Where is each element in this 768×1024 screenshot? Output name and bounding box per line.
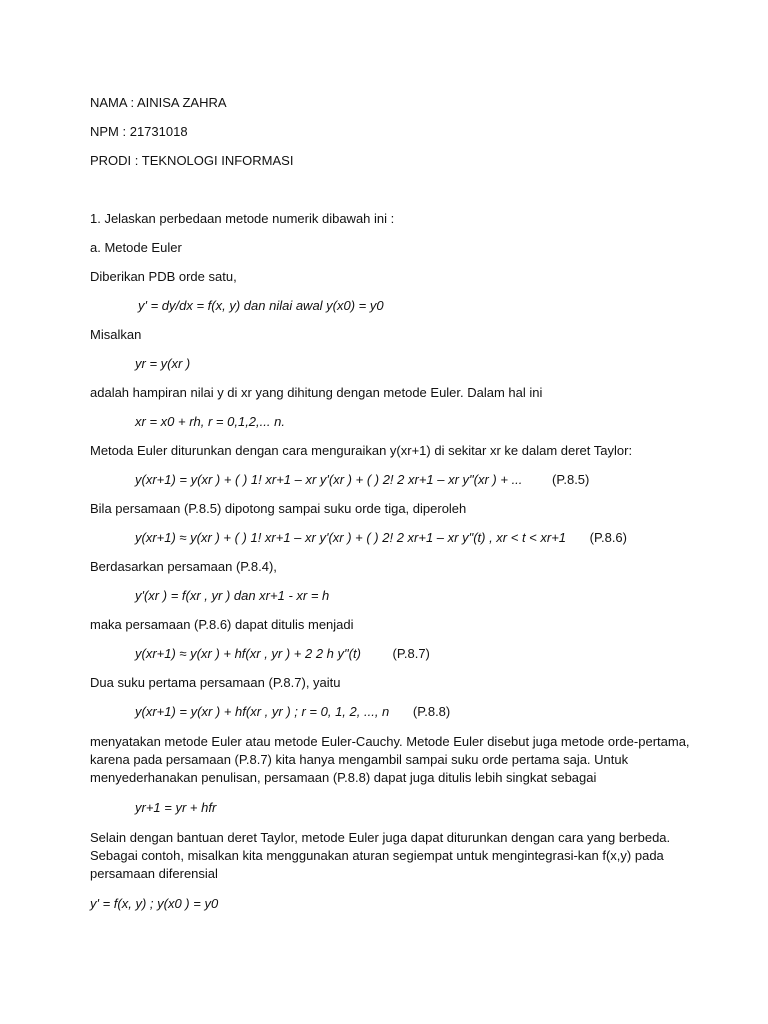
question-text: 1. Jelaskan perbedaan metode numerik dibawah ini : — [90, 211, 395, 226]
equation-derivative: y'(xr ) = f(xr , yr ) dan xr+1 - xr = h — [135, 588, 330, 603]
equation-taylor-body: y(xr+1) = y(xr ) + ( ) 1! xr+1 – xr y'(xr ) + ( ) 2! 2 xr+1 – xr y"(xr ) + ... — [135, 472, 523, 487]
section-title: a. Metode Euler — [90, 240, 182, 255]
paragraph-alternative — [90, 829, 710, 883]
equation-p88-body: y(xr+1) = y(xr ) + hf(xr , yr ) ; r = 0, 1, 2, ..., n — [135, 704, 390, 719]
misalkan-text: Misalkan — [90, 327, 142, 342]
student-npm: NPM : 21731018 — [90, 124, 188, 139]
equation-short: yr+1 = yr + hfr — [135, 800, 217, 815]
equation-xr: xr = x0 + rh, r = 0,1,2,... n. — [135, 414, 285, 429]
equation-ref-p86: (P.8.6) — [589, 530, 627, 545]
equation-ref-p85: (P.8.5) — [552, 472, 590, 487]
equation-yr: yr = y(xr ) — [135, 356, 191, 371]
paragraph-line: Selain dengan bantuan deret Taylor, metode Euler juga dapat diturunkan dengan cara yang berbeda. — [90, 830, 671, 845]
equation-truncated — [135, 530, 627, 546]
paragraph-line: menyederhanakan penulisan, persamaan (P.8.8) dapat juga ditulis lebih singkat sebagai — [90, 770, 597, 785]
paragraph-line: menyatakan metode Euler atau metode Euler-Cauchy. Metode Euler disebut juga metode orde-pertama, — [90, 734, 690, 749]
equation-taylor — [135, 472, 589, 488]
equation-ivp: y' = f(x, y) ; y(x0 ) = y0 — [90, 896, 219, 911]
equation-ref-p87: (P.8.7) — [392, 646, 430, 661]
equation-p87-body: y(xr+1) ≈ y(xr ) + hf(xr , yr ) + 2 2 h y"(t) — [135, 646, 361, 661]
student-name: NAMA : AINISA ZAHRA — [90, 95, 227, 110]
first-terms-text: Dua suku pertama persamaan (P.8.7), yaitu — [90, 675, 341, 690]
equation-ode: y' = dy/dx = f(x, y) dan nilai awal y(x0) = y0 — [138, 298, 384, 313]
equation-p87 — [135, 646, 430, 662]
paragraph-euler-cauchy — [90, 733, 710, 787]
taylor-text: Metoda Euler diturunkan dengan cara menguraikan y(xr+1) di sekitar xr ke dalam deret Taylor: — [90, 443, 633, 458]
approx-text: adalah hampiran nilai y di xr yang dihitung dengan metode Euler. Dalam hal ini — [90, 385, 543, 400]
intro-text: Diberikan PDB orde satu, — [90, 269, 237, 284]
paragraph-line: persamaan diferensial — [90, 866, 218, 881]
based-text: Berdasarkan persamaan (P.8.4), — [90, 559, 277, 574]
paragraph-line: karena pada persamaan (P.8.7) kita hanya mengambil sampai suku orde pertama saja. Untuk — [90, 752, 629, 767]
truncate-text: Bila persamaan (P.8.5) dipotong sampai suku orde tiga, diperoleh — [90, 501, 467, 516]
equation-truncated-body: y(xr+1) ≈ y(xr ) + ( ) 1! xr+1 – xr y'(xr ) + ( ) 2! 2 xr+1 – xr y"(t) , xr < t < xr+1 — [135, 530, 567, 545]
student-prodi: PRODI : TEKNOLOGI INFORMASI — [90, 153, 294, 168]
equation-ref-p88: (P.8.8) — [412, 704, 451, 719]
equation-p88 — [135, 704, 450, 720]
rewrite-text: maka persamaan (P.8.6) dapat ditulis menjadi — [90, 617, 354, 632]
paragraph-line: Sebagai contoh, misalkan kita menggunakan aturan segiempat untuk mengintegrasi-kan f(x,y) pada — [90, 848, 664, 863]
